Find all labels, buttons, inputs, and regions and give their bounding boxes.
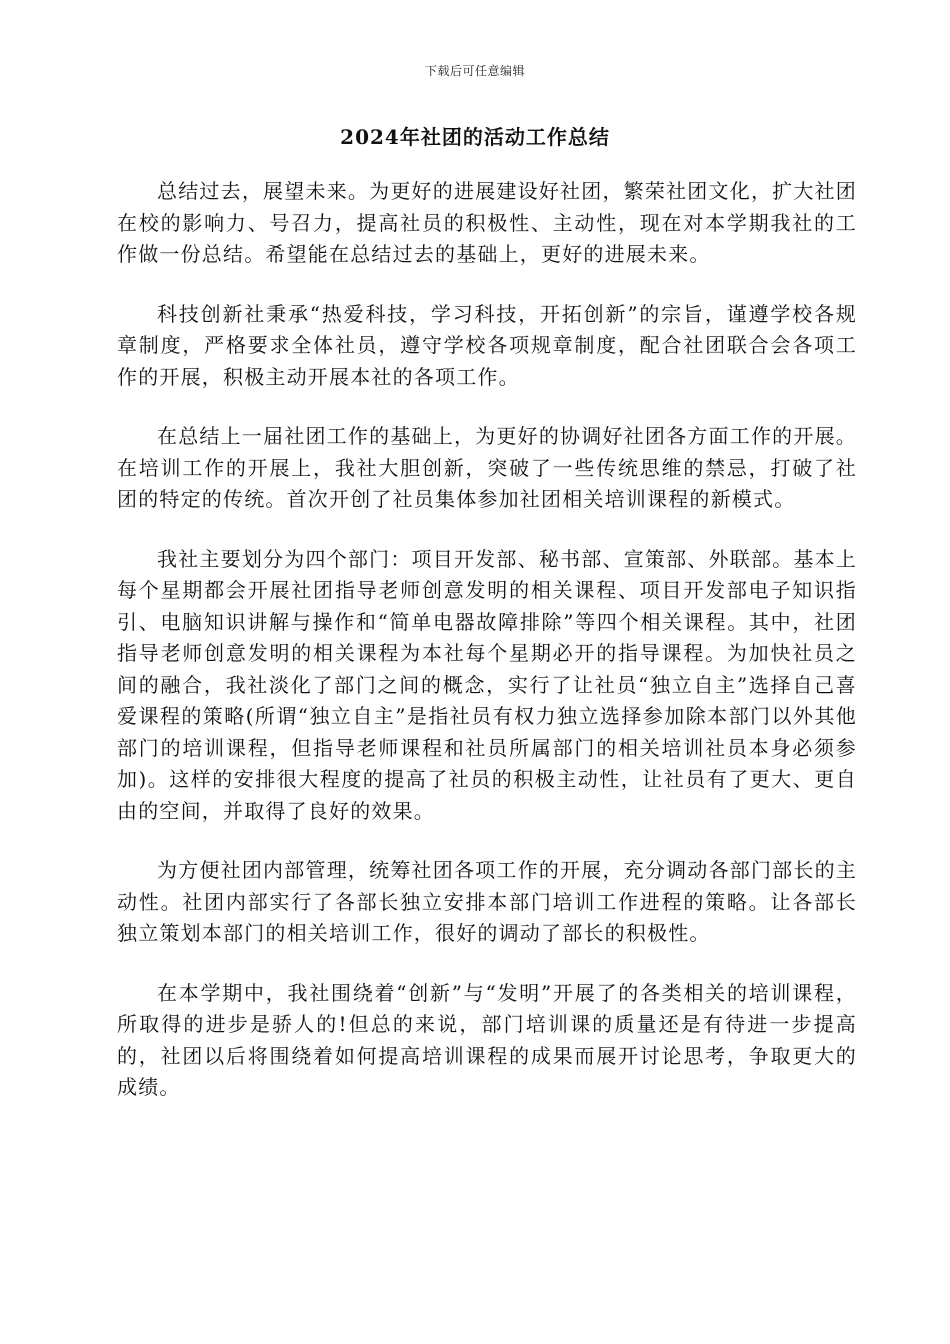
- paragraph: 我社主要划分为四个部门：项目开发部、秘书部、宣策部、外联部。基本上每个星期都会开展社团指导老师创意发明的相关课程、项目开发部电子知识指引、电脑知识讲解与操作和“简单电器故障排除”等四个相关课程。其中，社团指导老师创意发明的相关课程为本社每个星期必开的指导课程。为加快社员之间的融合，我社淡化了部门之间的概念，实行了让社员“独立自主”选择自己喜爱课程的策略(所谓“独立自主”是指社员有权力独立选择参加除本部门以外其他部门的培训课程，但指导老师课程和社员所属部门的相关培训社员本身必须参加)。这样的安排很大程度的提高了社员的积极主动性，让社员有了更大、更自由的空间，并取得了良好的效果。: [117, 546, 857, 823]
- paragraph: 为方便社团内部管理，统筹社团各项工作的开展，充分调动各部门部长的主动性。社团内部实行了各部长独立安排本部门培训工作进程的策略。让各部长独立策划本部门的相关培训工作，很好的调动了部长的积极性。: [117, 858, 857, 945]
- paragraph: 在本学期中，我社围绕着“创新”与“发明”开展了的各类相关的培训课程，所取得的进步是骄人的!但总的来说，部门培训课的质量还是有待进一步提高的，社团以后将围绕着如何提高培训课程的成果而展开讨论思考，争取更大的成绩。: [117, 980, 857, 1099]
- document-title: 2024年社团的活动工作总结: [340, 125, 610, 149]
- paragraph: 科技创新社秉承“热爱科技，学习科技，开拓创新”的宗旨，谨遵学校各规章制度，严格要求全体社员，遵守学校各项规章制度，配合社团联合会各项工作的开展，积极主动开展本社的各项工作。: [117, 301, 857, 389]
- paragraph: 在总结上一届社团工作的基础上，为更好的协调好社团各方面工作的开展。在培训工作的开展上，我社大胆创新，突破了一些传统思维的禁忌，打破了社团的特定的传统。首次开创了社员集体参加社团相关培训课程的新模式。: [117, 424, 857, 511]
- document-body: [117, 176, 857, 1132]
- paragraph: 总结过去，展望未来。为更好的进展建设好社团，繁荣社团文化，扩大社团在校的影响力、号召力，提高社员的积极性、主动性，现在对本学期我社的工作做一份总结。希望能在总结过去的基础上，更好的进展未来。: [117, 179, 857, 266]
- header-note: 下载后可任意编辑: [424, 64, 525, 78]
